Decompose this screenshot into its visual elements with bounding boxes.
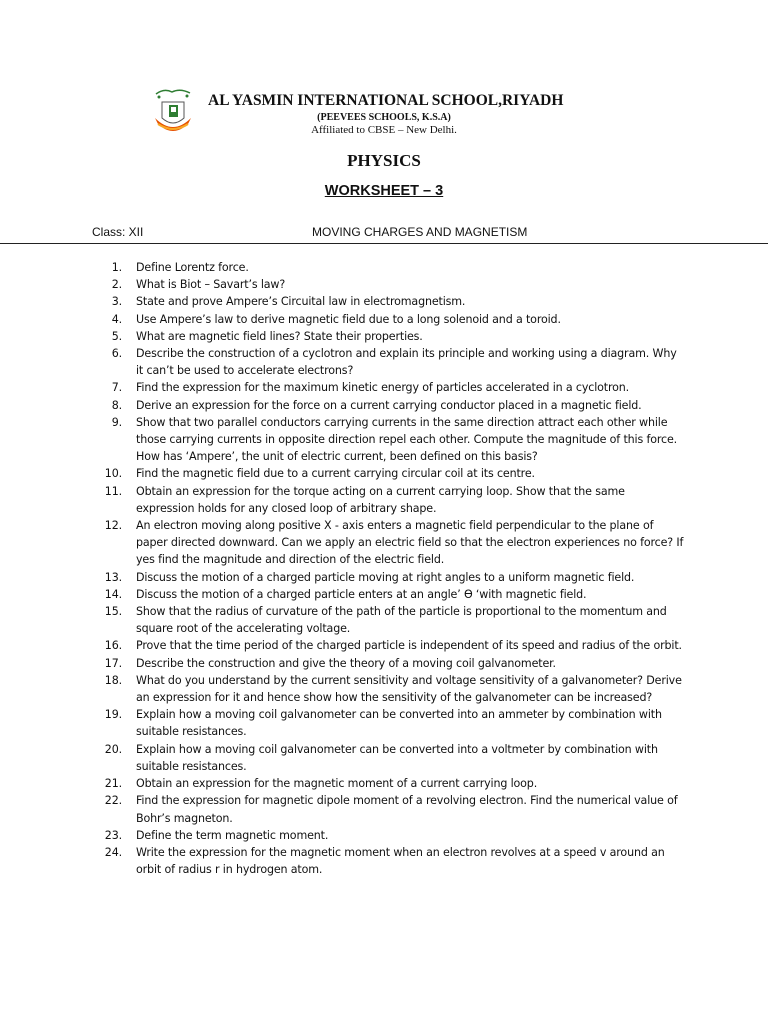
affiliation-line: Affiliated to CBSE – New Delhi. bbox=[311, 124, 457, 136]
question-item bbox=[96, 483, 686, 517]
question-number: 10. bbox=[104, 467, 122, 481]
question-text: Find the expression for the maximum kinetic energy of particles accelerated in a cyclotron. bbox=[136, 381, 630, 395]
question-item bbox=[96, 844, 686, 878]
question-text: Find the expression for magnetic dipole moment of a revolving electron. Find the numerical value of Bohr’s magneton. bbox=[136, 794, 678, 825]
question-number: 14. bbox=[104, 587, 122, 601]
question-number: 16. bbox=[104, 639, 122, 653]
question-text: Explain how a moving coil galvanometer can be converted into an ammeter by combination with suitable resistances. bbox=[136, 708, 662, 739]
question-number: 4. bbox=[111, 312, 122, 326]
question-text: What do you understand by the current sensitivity and voltage sensitivity of a galvanometer? Derive an expression for it and hence show how the sensitivity of the galvanometer can be increased? bbox=[136, 673, 682, 705]
question-item bbox=[96, 345, 686, 379]
question-text: State and prove Ampere’s Circuital law in electromagnetism. bbox=[136, 295, 466, 309]
question-number: 13. bbox=[104, 570, 122, 584]
question-text: Prove that the time period of the charged particle is independent of its speed and radius of the orbit. bbox=[136, 639, 682, 653]
question-number: 22. bbox=[104, 794, 122, 808]
question-number: 8. bbox=[111, 398, 122, 412]
question-number: 2. bbox=[111, 278, 122, 292]
topic-title: MOVING CHARGES AND MAGNETISM bbox=[312, 225, 528, 239]
question-text: Use Ampere’s law to derive magnetic field due to a long solenoid and a toroid. bbox=[136, 312, 561, 326]
question-number: 11. bbox=[104, 484, 122, 498]
question-text: Find the magnetic field due to a current carrying circular coil at its centre. bbox=[136, 467, 535, 481]
question-text: An electron moving along positive X - axis enters a magnetic field perpendicular to the plane of paper directed downward. Can we apply an electric field so that the electron experiences no force? If yes find the magnitude and direction of the electric field. bbox=[136, 519, 684, 567]
question-item bbox=[96, 586, 686, 603]
question-number: 6. bbox=[111, 347, 122, 361]
question-item bbox=[96, 517, 686, 569]
school-name: AL YASMIN INTERNATIONAL SCHOOL,RIYADH bbox=[208, 92, 564, 109]
question-list bbox=[96, 259, 686, 878]
question-text: Describe the construction of a cyclotron and explain its principle and working using a diagram. Why it can’t be used to accelerate electrons? bbox=[136, 347, 677, 378]
question-text: Discuss the motion of a charged particle moving at right angles to a uniform magnetic field. bbox=[136, 570, 635, 584]
question-item bbox=[96, 603, 686, 637]
school-group: (PEEVEES SCHOOLS, K.S.A) bbox=[317, 112, 451, 123]
question-text: Obtain an expression for the magnetic moment of a current carrying loop. bbox=[136, 777, 538, 791]
question-text: What are magnetic field lines? State their properties. bbox=[136, 329, 423, 343]
question-number: 17. bbox=[104, 656, 122, 670]
question-item bbox=[96, 311, 686, 328]
question-number: 24. bbox=[104, 845, 122, 859]
question-number: 23. bbox=[104, 828, 122, 842]
question-number: 15. bbox=[104, 605, 122, 619]
question-number: 12. bbox=[104, 519, 122, 533]
class-label: Class: XII bbox=[92, 225, 144, 239]
question-item bbox=[96, 655, 686, 672]
question-item bbox=[96, 276, 686, 293]
question-text: Define Lorentz force. bbox=[136, 261, 249, 274]
question-item bbox=[96, 379, 686, 396]
question-item bbox=[96, 328, 686, 345]
question-item bbox=[96, 414, 686, 466]
question-item bbox=[96, 293, 686, 310]
question-number: 19. bbox=[104, 708, 122, 722]
question-number: 7. bbox=[111, 381, 122, 395]
question-item bbox=[96, 397, 686, 414]
question-text: Show that the radius of curvature of the path of the particle is proportional to the momentum and square root of the accelerating voltage. bbox=[136, 605, 667, 636]
question-number: 3. bbox=[111, 295, 122, 309]
question-item bbox=[96, 637, 686, 654]
question-item bbox=[96, 259, 686, 276]
question-item bbox=[96, 741, 686, 775]
question-text: Show that two parallel conductors carrying currents in the same direction attract each other while those carrying currents in opposite direction repel each other. Compute the magnitude of this force. How has ‘Ampere’, the unit of electric current, been defined on this basis? bbox=[136, 415, 678, 464]
question-item bbox=[96, 465, 686, 482]
question-number: 18. bbox=[104, 673, 122, 687]
question-text: Describe the construction and give the theory of a moving coil galvanometer. bbox=[136, 656, 556, 670]
header-divider bbox=[0, 243, 768, 244]
question-item bbox=[96, 569, 686, 586]
worksheet-title: WORKSHEET – 3 bbox=[324, 183, 444, 199]
question-item bbox=[96, 827, 686, 844]
question-item bbox=[96, 672, 686, 706]
question-text: Obtain an expression for the torque acting on a current carrying loop. Show that the same expression holds for any closed loop of arbitrary shape. bbox=[136, 484, 625, 515]
question-number: 20. bbox=[104, 742, 122, 756]
question-number: 5. bbox=[111, 329, 122, 343]
subject-title: PHYSICS bbox=[347, 151, 421, 170]
question-text: Explain how a moving coil galvanometer can be converted into a voltmeter by combination with suitable resistances. bbox=[136, 742, 658, 773]
question-item bbox=[96, 706, 686, 740]
question-text: Define the term magnetic moment. bbox=[136, 828, 329, 842]
question-number: 21. bbox=[104, 777, 122, 791]
question-text: Write the expression for the magnetic moment when an electron revolves at a speed v around an orbit of radius r in hydrogen atom. bbox=[136, 845, 665, 877]
question-text: Derive an expression for the force on a current carrying conductor placed in a magnetic field. bbox=[136, 398, 642, 412]
question-item bbox=[96, 792, 686, 826]
question-item bbox=[96, 775, 686, 792]
question-number: 9. bbox=[111, 415, 122, 429]
question-text: What is Biot – Savart’s law? bbox=[136, 278, 286, 292]
question-text: Discuss the motion of a charged particle enters at an angle’ ϴ ‘with magnetic field. bbox=[136, 587, 587, 601]
question-number: 1. bbox=[111, 261, 122, 274]
